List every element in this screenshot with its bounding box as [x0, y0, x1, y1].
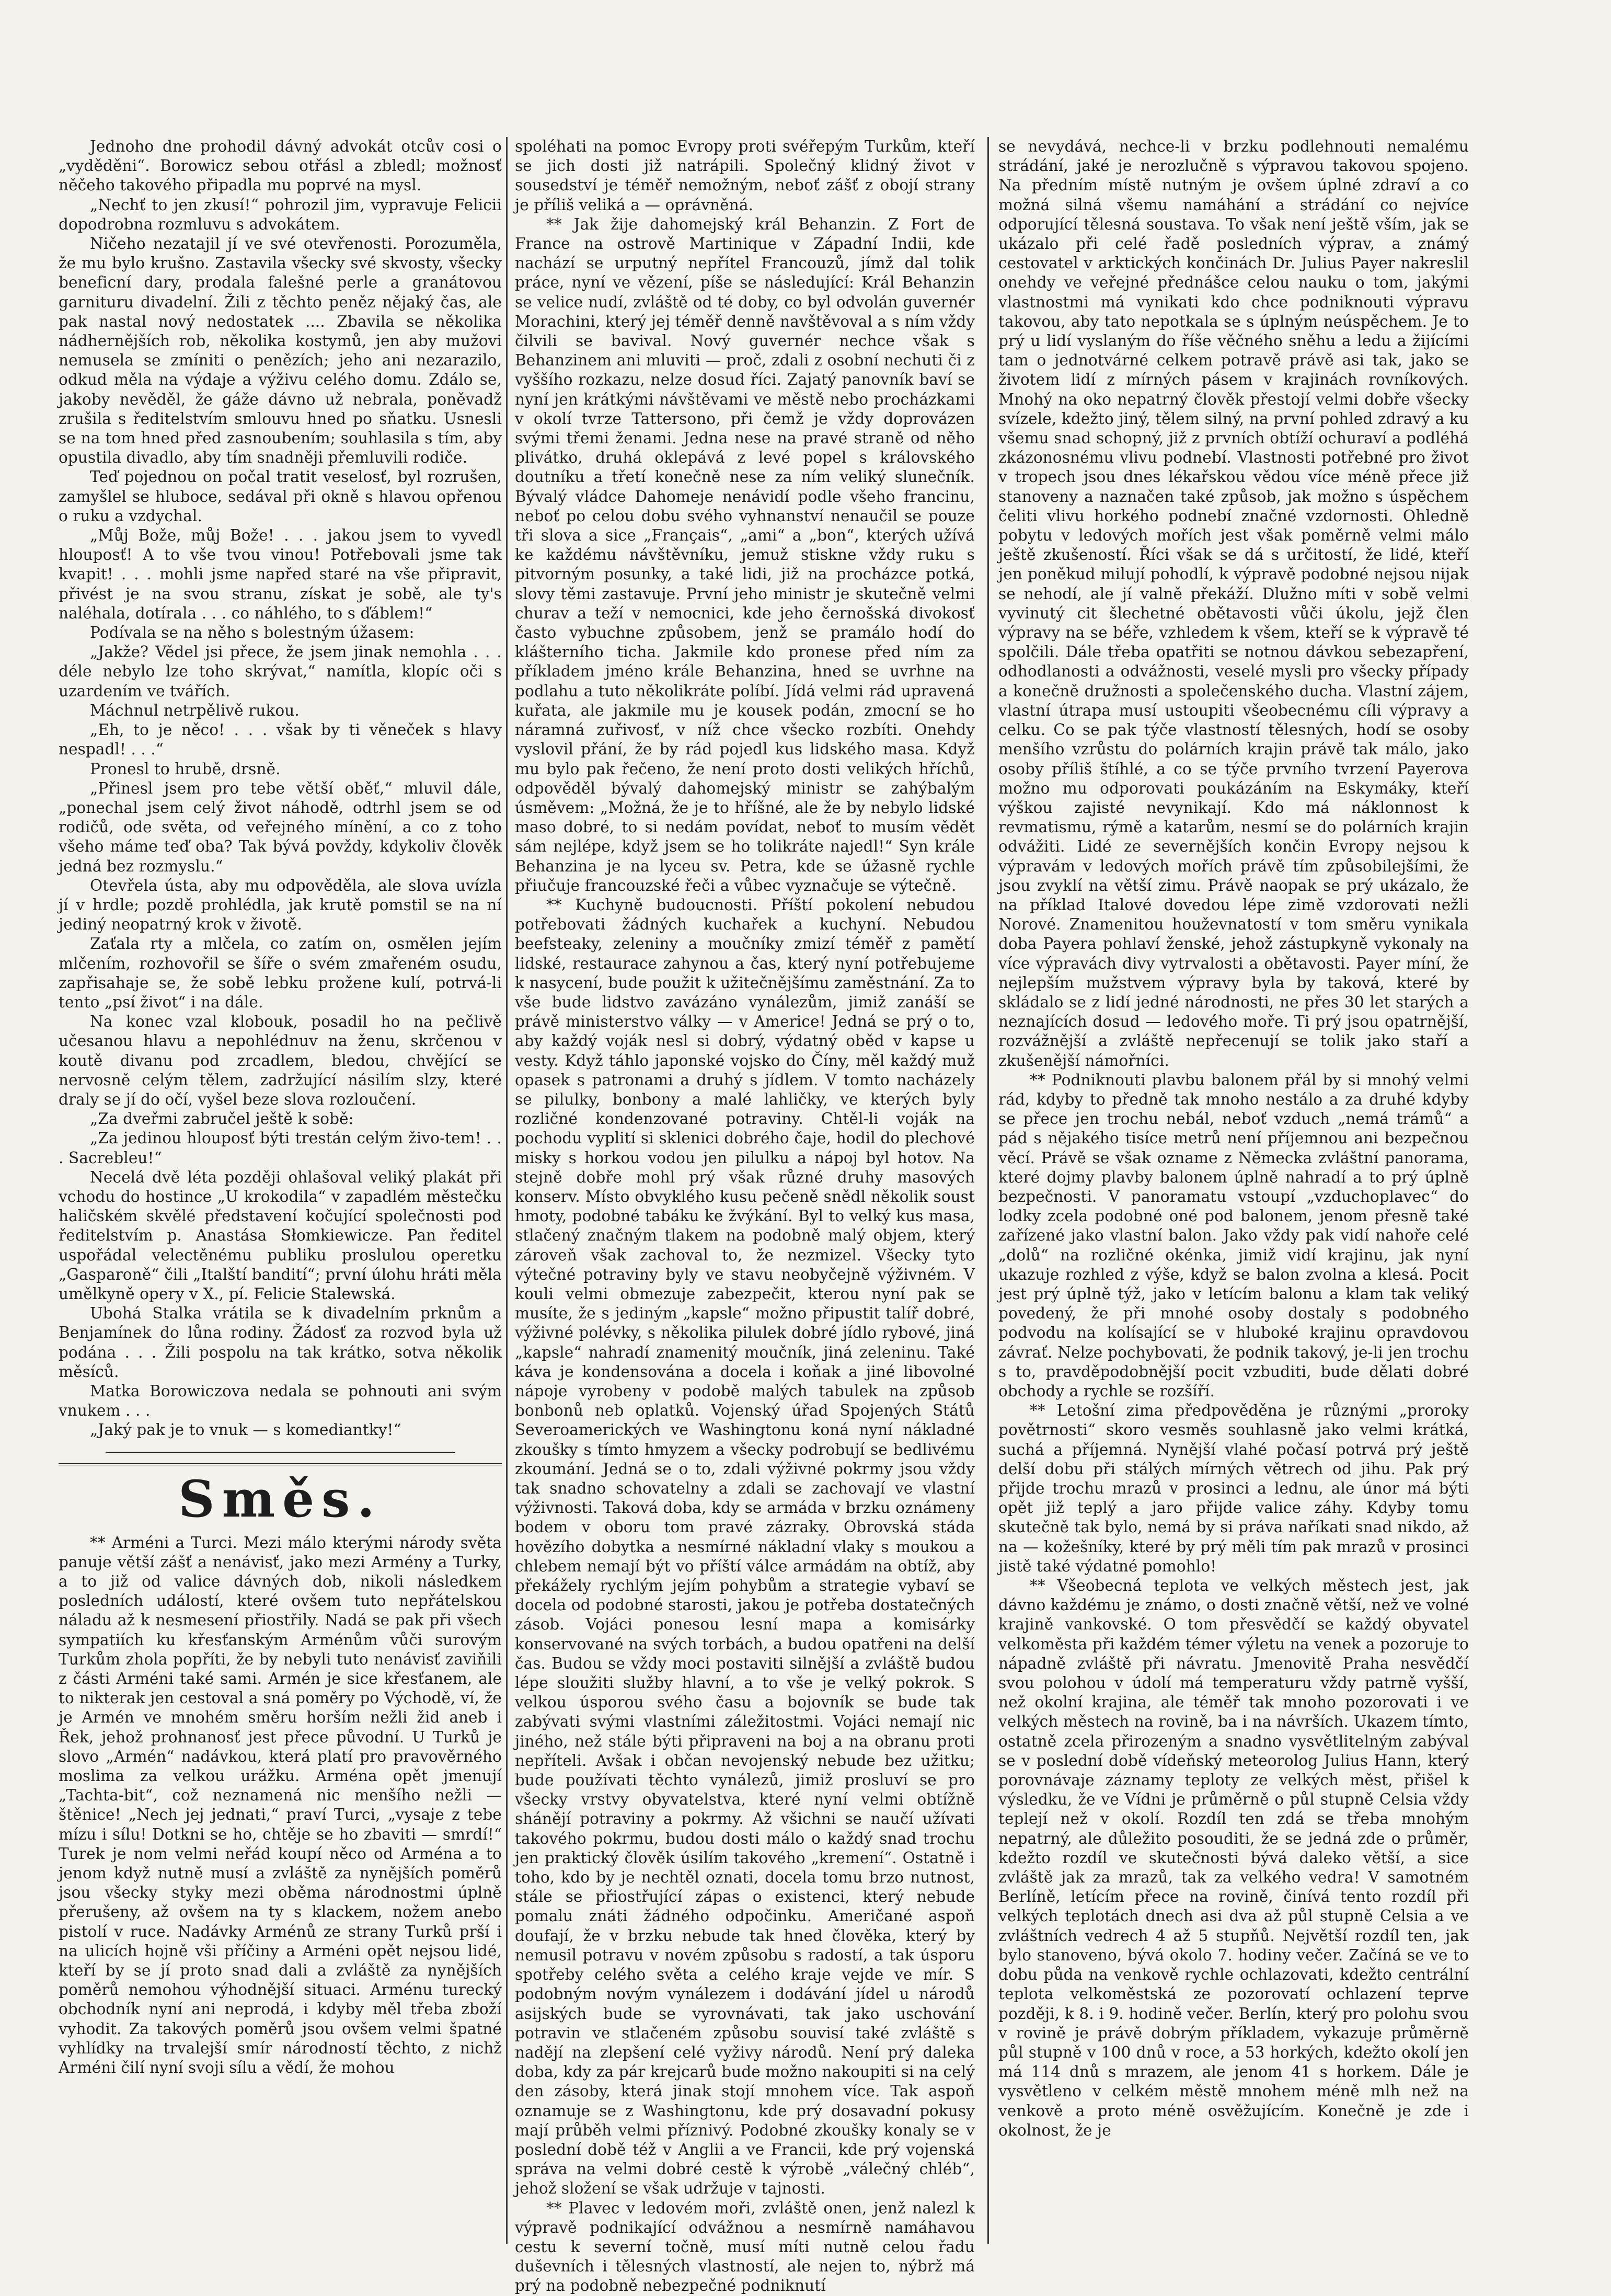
story-paragraph: Jednoho dne prohodil dávný advokát otcův cosi o „vyděděni“. Borowicz sebou otřásl a zbledl; možnosť něčeho takového připadla mu poprvé na mysl.	[59, 137, 502, 194]
news-item: ** Podniknouti plavbu balonem přál by si mnohý velmi rád, kdyby to předně tak mnoho nestálo a za druhé kdyby se přece jen trochu nebál, neboť vzduch „nemá trámů“ a pád s nějakého tisíce metrů není příjemnou ani bezpečnou věcí. Právě se však ozname z Německa zvláštní panorama, které dojmy plavby balonem úplně nahradí a to prý úplně bezpečnosti. V panoramatu vstoupí „vzduchoplavec“ do lodky zcela podobné oné pod balonem, jenom přesně také zařízené jako vlastní balon. Jako vždy pak vidí nahoře celé „dolů“ na rozličné okénka, jimiž vidí krajinu, jak nyní ukazuje rozhled z výše, když se balon zvolna a klesá. Pocit jest prý úplně týž, jako v letícím balonu a klam tak veliký povedený, že při mnohé osoby dostaly s podobného podvodu na kolísající se v hluboké krajinu opravdovou závrať. Nelze pochybovati, že podnik takový, je-li jen trochu s to, pravděpodobnější pocit vzbuditi, bude dělati dobré obchody a rychle se rozšíří.	[998, 1071, 1469, 1400]
column-rule	[506, 137, 508, 2244]
story-paragraph: „Za dveřmi zabručel ještě k sobě:	[90, 1110, 354, 1128]
story-paragraph: Matka Borowiczova nedala se pohnouti ani svým vnukem . . .	[59, 1382, 502, 1420]
story-paragraph: „Můj Bože, můj Bože! . . . jakou jsem to vyvedl hlouposť! A to vše tvou vinou! Potřebovali jsme tak kvapit! . . . mohli jsme napřed staré na vše připravit, přivést je na svou stranu, získat je sobě, ale ty's naléhala, dotírala . . . co náhlého, to s ďáblem!“	[59, 526, 502, 622]
section-heading: Směs.	[59, 1463, 502, 1528]
story-paragraph: Zaťala rty a mlčela, co zatím on, osmělen jejím mlčením, rozhovořil se šíře o svém zmařeném osudu, zapřisahaje se, že sobě lebku prožene kulí, potrvá-li tento „psí život“ i na dále.	[59, 935, 502, 1011]
news-item: ** Jak žije dahomejský král Behanzin. Z Fort de France na ostrově Martinique v Západní Indii, kde nachází se urputný nepřítel Francouzů, jímž dal tolik práce, nyní ve vězení, píše se následující: Král Behanzin se velice nudí, zvláště od té doby, co byl odvolán guvernér Morachini, který jej téměř denně navštěvoval a s ním vždy čilvili se bavival. Nový guvernér nechce však s Behanzinem ani mluviti — proč, zdali z osobní nechuti či z vyššího rozkazu, nelze dosud říci. Zajatý panovník baví se nyní jen krátkými návštěvami ve městě nebo procházkami v okolí tvrze Tattersono, při čemž je vždy doprovázen svými třemi ženami. Jedna nese na pravé straně od něho plivátko, druhá oklepává z levé popel s královského doutníku a třetí konečně nese za ním veliký slunečník. Bývalý vládce Dahomeje nenávidí podle všeho francinu, neboť po celou dobu svého vyhnanství nenaučil se pouze tři slova a sice „Français“, „ami“ a „bon“, kterých užívá ke každému návštěvníku, jemuž stiskne vždy ruku s pitvorným posunky, a také lidi, již na procházce potká, slovy těmi zastavuje. První jeho ministr je skutečně velmi churav a teží v nemocnici, kde jeho černošská divokosť často vybuchne způsobem, jenž se pramálo hodí do klášterního ticha. Jakmile kdo pronese před ním za příkladem jméno krále Behanzina, hned se uvrhne na podlahu a tuto několikráte políbí. Jídá velmi rád upravená kuřata, ale jakmile mu je kousek podán, zmocní se ho náramná zuřivosť, v níž chce všecko rozbíti. Onehdy vyslovil přání, že by rád pojedl kus lidského masa. Když mu bylo pak řečeno, že není proto dosti velikých hříchů, odpověděl bývalý dahomejský ministr se zahýbalým úsměvem: „Možná, že je to hříšné, ale že by nebylo lidské maso dobré, to si nedám povídat, neboť to musím vědět sám nejlépe, když jsem se ho tolikráte najedl!“ Syn krále Behanzina je na lyceu sv. Petra, kde se úžasně rychle přiučuje francouzské řeči a vůbec vyznačuje se výtečně.	[515, 215, 975, 894]
news-item: ** Letošní zima předpověděna je různými „proroky povětrnosti“ skoro vesměs souhlasně jako velmi krátká, suchá a příjemná. Nynější vlahé počasí potrvá prý ještě delší dobu při stálých mírných větrech od jihu. Pak prý přijde trochu mrazů v prosinci a lednu, ale únor má býti opět již teplý a jaro přijde valice záhy. Kdyby tomu skutečně tak bylo, nemá by si práva naříkati snad nikdo, až na — kožešníky, které by prý měli tím pak mrazů v prosinci jistě také výdatné pomohlo!	[998, 1402, 1469, 1575]
story-paragraph: Teď pojednou on počal tratit veselosť, byl rozrušen, zamyšlel se hluboce, sedával při okně s hlavou opřenou o ruku a vzdychal.	[59, 468, 502, 525]
column-rule	[987, 137, 989, 2244]
smes-news-items	[59, 1533, 502, 2078]
story-paragraph: „Za jedinou hlouposť býti trestán celým živo-tem! . . . Sacrebleu!“	[59, 1129, 502, 1167]
news-item: ** Plavec v ledovém moři, zvláště onen, jenž nalezl k výpravě podnikající odvážnou a nesmírně namáhavou cestu k severní točně, musí míti nutně celou řadu duševních i tělesných vlastností, ale nejen to, nýbrž má prý na podobně nebezpečné podniknutí	[515, 2199, 975, 2295]
story-paragraph: „Nechť to jen zkusí!“ pohrozil jim, vypravuje Felicii dopodrobna rozmluvu s advokátem.	[59, 196, 502, 233]
column-right	[998, 137, 1469, 2238]
story-paragraph: Na konec vzal klobouk, posadil ho na pečlivě učesanou hlavu a nepohlédnuv na ženu, skrčenou v koutě divanu pod zrcadlem, bledou, chvějící se nervosně celým tělem, zadržující násilím slzy, které draly se jí do očí, vyšel beze slova rozloučení.	[59, 1013, 502, 1108]
news-item: ** Všeobecná teplota ve velkých městech jest, jak dávno každému je známo, o dosti značně větší, než ve volné krajině vankovské. O tom přesvědčí se každý obyvatel velkoměsta při každém témer výletu na venek a pozoruje to nápadně zvláště při návratu. Jmenovitě Praha nesvědčí svou polohou v údolí má temperaturu vždy patrně vyšší, než okolní krajina, ale téměř tak mnoho pozorovati i ve velkých městech na rovině, ba i na návrších. Ukazem tímto, ostatně zcela přirozeným a snadno vysvětlitelným zabýval se v poslední době vídeňský meteorolog Julius Hann, který porovnávaje záznamy teploty ze velkých měst, přišel k výsledku, že ve Vídni je průměrně o půl stupně Celsia vždy teplejí než v okolí. Rozdíl ten zdá se třeba mnohým nepatrný, ale důležito posouditi, že se jedná zde o průměr, kdežto rozdíl ve skutečnosti bývá daleko větší, a sice zvláště jak za mrazů, tak za velkého vedra! V samotném Berlíně, letícím přece na rovině, činívá tento rozdíl při velkých teplotách dnech asi dva až půl stupně Celsia a ve zvláštních vedrech 4 až 5 stupňů. Největší rozdíl ten, jak bylo stanoveno, bývá okolo 7. hodiny večer. Začíná se ve to dobu půda na venkově rychle ochlazovati, kdežto centrální teplota velkoměstská ze pozorovatí ochlazení teprve později, k 8. i 9. hodině večer. Berlín, který pro polohu svou v rovině je právě dobrým příkladem, vykazuje průměrně půl stupně v 100 dnů v roce, a 53 horkých, kdežto okolí jen má 114 dnů s mrazem, ale jenom 41 s horkem. Dále je vysvětleno v celkém městě mnohem méně mlh než na venkově a proto méně osvěžujícím. Konečně je zde i okolnost, že je	[998, 1577, 1469, 2139]
story-paragraph: Pronesl to hrubě, drsně.	[90, 760, 281, 778]
column-left	[59, 137, 502, 2238]
story-paragraph: „Přinesl jsem pro tebe větší oběť,“ mluvil dále, „ponechal jsem celý život náhodě, odtrhl jsem se od rodičů, ode světa, od veřejného mínění, a co z toho všeho máme teď oba? Tak bývá povždy, kdykoliv člověk jedná bez rozmyslu.“	[59, 779, 502, 875]
story-paragraph: Ničeho nezatajil jí ve své otevřenosti. Porozuměla, že mu bylo krušno. Zastavila všecky své skvosty, všecky beneficní dary, prodala falešné perle a granátovou garnituru divadelní. Žili z těchto peněz nějaký čas, ale pak nastal nový nedostatek .... Zbavila se několika nádhernějších rob, několika kostymů, jen aby mužovi nemusela se zmíniti o penězích; jeho ani nezarazilo, odkud měla na výdaje a výživu celého domu. Zdálo se, jakoby nevěděl, že gáže dávno už nebrala, poněvadž zrušila s ředitelstvím smlouvu hned po sňatku. Usnesli se na tom hned před zasnoubením; souhlasila s tím, aby opustila divadlo, aby tím snadněji přemluvili rodiče.	[59, 235, 502, 467]
news-item: se nevydává, nechce-li v brzku podlehnouti nemalému strádání, jaké je nerozlučně s výpravou takovou spojeno. Na předním místě nutným je ovšem úplné zdraví a co možná silná všemu namáhání a strádání co nejvíce odporující tělesná soustava. To však není ještě vším, jak se ukázalo při celé řadě posledních výprav, a známý cestovatel v arktických končinách Dr. Julius Payer nakreslil onehdy ve veřejné přednášce celou nauku o tom, jakými vlastnostmi má vynikati kdo chce podniknouti výpravu takovou, aby tato nepotkala se s úplným neúspěchem. Je to prý u lidí vyslaným do říše věčného sněhu a ledu a žijícími tam o jednotvárné celkem potravě právě asi tak, jako se životem lidí z mírných pásem v krajinách rovníkových. Mnohý na oko nepatrný člověk přestojí velmi dobře všecky svízele, kdežto jiný, tělem silný, na první pohled zdravý a ku všemu snad schopný, již z prvních obtíží ochuraví a podléhá zkázonosnému vlivu podnebí. Vlastnosti potřebné pro život v tropech jsou dnes lékařskou vědou více méně přece již stanoveny a naznačen také způsob, jak možno s úspěchem čeliti vlivu horkého podnebí značné vzdornosti. Ohledně pobytu v ledových mořích jest však poměrně velmi málo ještě zkušeností. Říci však se dá s určitostí, že lidé, kteří jen poněkud milují pohodlí, k výpravě podobné nejsou nijak se nehodí, ale jí valně překáží. Dlužno míti v sobě velmi vyvinutý cit šlechetné obětavosti vůči úkolu, jejž člen výpravy na se béře, vzhledem k všem, kteří se k výpravě té spolčili. Dále třeba opatřiti se notnou dávkou sebezapření, odhodlanosti a odvážnosti, veselé mysli pro všecky případy a konečně družnosti a společenského ducha. Vlastní zájem, vlastní útrapa musí ustoupiti všeobecnému cíli výpravy a celku. Co se pak týče vlastností tělesných, hodí se osoby menšího vzrůstu do polárních krajin právě tak málo, jako osoby příliš štíhlé, a co se týče prvního tvrzení Payerova možno mu odporovati poukázáním na Eskymáky, kteří výškou zajisté nevynikají. Kdo má náklonnost k revmatismu, rýmě a katarům, nesmí se do polárních krajin odvážiti. Lidé ze severnějších končin Evropy nejsou k výpravám v ledových mořích právě tím způsobilejšími, že jsou zvyklí na větší zimu. Právě naopak se prý ukázalo, že na příklad Italové dovedou lépe zimě vzdorovati nežli Norové. Znamenitou houževnatostí v tom směru vynikala doba Payera pohlaví ženské, jehož zástupkyně vykonaly na více výpravách divy vytrvalosti a obětavosti. Payer míní, že nejlepším mužstvem výpravy byla by taková, které by skládalo se z lidí jedné národnosti, ne přes 30 let starých a neznajících dosud — ledového moře. Ti prý jsou opatrnější, rozvážnější a zvláště nepřecenují se tolik jako staří a zkušenější námořníci.	[998, 137, 1469, 1070]
story-paragraph: Máchnul netrpělivě rukou.	[90, 701, 300, 719]
news-item: spoléhati na pomoc Evropy proti svéřepým Turkům, kteří se jich dosti již natrápili. Společný klidný život v sousedství je téměř nemožným, neboť zášť z obojí strany je příliš veliká a — oprávněná.	[515, 137, 975, 214]
story-paragraph: „Jaký pak je to vnuk — s komediantky!“	[90, 1421, 401, 1439]
column-middle	[515, 137, 975, 2295]
story-paragraph: Podívala se na něho s bolestným úžasem:	[90, 624, 415, 642]
story-continuation	[59, 137, 502, 1440]
news-item: ** Kuchyně budoucnosti. Příští pokolení nebudou potřebovati žádných kuchařek a kuchyní. Nebudou beefsteaky, zeleniny a moučníky zmizí téměř z pamětí lidské, restaurace zahynou a čas, který nyní potřebujeme k nasycení, bude použit k užitečnějšímu zaměstnání. Za to vše bude lidstvo zavázáno vynálezům, jimiž zanáší se právě ministerstvo války — v Americe! Jedná se prý o to, aby každý voják nesl si dobrý, výdatný oběd v kapse u vesty. Když táhlo japonské vojsko do Číny, měl každý muž opasek s patronami a druhý s jídlem. V tomto nacházely se pilulky, bonbony a malé lahličky, ve kterých byly rozličné kondenzované potraviny. Chtěl-li voják na pochodu vyplití si sklenici dobrého čaje, hodil do plechové misky s horkou vodou jen pilulku a nápoj byl hotov. Na stejně dobře mohl prý však různé druhy masových konserv. Místo obvyklého kusu pečeně snědl několik soust hmoty, podobné tabáku ke žvýkání. Byl to velký kus masa, stlačený značným tlakem na podobně malý objem, který zároveň však zachoval to, že nezmizel. Všecky tyto výtečné potraviny byly ve stavu neobyčejně výživném. V kouli velmi obmezuje zabezpečit, kterou nyní pak se musíte, že s jediným „kapsle“ možno připustit talíř dobré, výživné polévky, s několika pilulek dobré jídlo rybové, jiná „kapsle“ nahradí znamenitý moučník, jiná zeleninu. Také káva je kondensována a docela i koňak a jiné libovolné nápoje vyrobeny v podobě malých tabulek na způsob bonbonů neb oplatků. Vojenský úřad Spojených Států Severoamerických ve Washingtonu koná nyní nákladné zkoušky s tímto hmyzem a všecky podrobují se bedlivému zkoumání. Jedná se o to, zdali výživné pokrmy jsou vždy tak snadno schovatelny a zdali se zachovají ve vlastní výživnosti. Taková doba, kdy se armáda v brzku oznámeny bodem v oboru tom pravé zázraky. Obrovská stáda hovězího dobytka a nesmírné nákladní vlaky s moukou a chlebem nemají být vo příští válce armádám na obtíž, aby překážely rychlým jejím pohybům a strategie vybaví se docela od podobné starosti, jakou je potřeba dostatečných zásob. Vojáci ponesou lesní mapa a komisárky konservované na svých torbách, a budou opatřeni na delší čas. Budou se vždy moci postaviti silnější a zvláště budou lépe sloužiti služby hlavní, a to vše je velký pokrok. S velkou úsporou svého času a bojovník se bude tak zabývati svými vlastními záležitostmi. Vojáci nemají nic jiného, než stále býti připraveni na boj a na obranu proti nepříteli. Avšak i občan nevojenský nebude bez užitku; bude používati těchto vynálezů, jimiž prosluví se pro všecky vrstvy obyvatelstva, které nyní velmi obtížně shánějí potraviny a pokrmy. Až všichni se naučí užívati takového pokrmu, budou dosti málo o každý snad trochu jen praktický člověk úsilím takového „kremení“. Ostatně i toho, kdo by je nechtěl oznati, docela tomu brzo nutnost, stále se přiostřující zápas o existenci, který nebude pomalu znáti žádného odpočinku. Američané aspoň doufají, že v brzku nebude tak hned člověka, který by nemusil potravu v novém způsobu s radostí, a tak úsporu spotřeby celého světa a celého kraje vejde ve mír. S podobným novým vynálezem i dodávání jídel u národů asijských bude se vyrovnávati, tak jako uschování potravin ve stlačeném způsobu souvisí také zvláště s nadějí na zlepšení celé vyživy národů. Není prý daleka doba, kdy za pár krejcarů bude možno nakoupiti si na celý den zásoby, která jinak stojí mnohem více. Tak aspoň oznamuje se z Washingtonu, kde prý dosavadní pokusy mají průběh velmi příznivý. Podobné zkoušky konaly se v poslední době též v Anglii a ve Francii, kde prý vojenská správa na velmi dobré cestě k výrobě „válečný chléb“, jehož složení se však udržuje v tajnosti.	[515, 896, 975, 2198]
story-paragraph: „Jakže? Vědel jsi přece, že jsem jinak nemohla . . . déle nebylo lze toho skrývat,“ namítla, klopíc oči s uzardením ve tvářích.	[59, 643, 502, 700]
story-paragraph: „Eh, to je něco! . . . však by ti věneček s hlavy nespadl! . . .“	[59, 721, 502, 759]
story-paragraph: Otevřela ústa, aby mu odpověděla, ale slova uvízla jí v hrdle; pozdě prohlédla, jak krutě pomstil se na ní jediný neopatrný krok v životě.	[59, 876, 502, 934]
story-paragraph: Necelá dvě léta později ohlašoval veliký plakát při vchodu do hostince „U krokodila“ v zapadlém městečku haličském skvělé představení kočující společnosti pod ředitelstvím p. Anastása Słomkiewicze. Pan ředitel uspořádal velectěnému publiku proslulou operetku „Gasparoně“ čili „Italští bandití“; první úlohu hráti měla umělkyně opery v X., pí. Felicie Stalewská.	[59, 1168, 502, 1303]
story-paragraph: Ubohá Stalka vrátila se k divadelním prknům a Benjamínek do lůna rodiny. Žádosť za rozvod byla už podána . . . Žili pospolu na tak krátko, sotva několik měsíců.	[59, 1304, 502, 1381]
section-divider	[106, 1452, 455, 1453]
news-item: ** Arméni a Turci. Mezi málo kterými národy světa panuje větší zášť a nenávisť, jako mezi Armény a Turky, a to již od valice dávných dob, nikoli následkem posledních událostí, které ovšem tuto nepřátelskou náladu až k nesmesení přiostřily. Nadá se pak při všech sympatiích ku křesťanským Arménům vůči surovým Turkům zhola popříti, že by nebyli tuto nenávisť zaviňili z části Arméni také sami. Armén je sice křesťanem, ale to nikterak jen cestoval a sná poměry po Východě, ví, že je Armén ve mnohém směru horším nežli žid aneb i Řek, jehož prohnanosť jest přece původní. U Turků je slovo „Armén“ nadávkou, která platí pro pravověrného moslima za velkou urážku. Arména opět jmenují „Tachta-bit“, což neznamená nic menšího nežli — štěnice! „Nech jej jednati,“ praví Turci, „vysaje z tebe mízu i sílu! Dotkni se ho, chtěje se ho zbaviti — smrdí!“ Turek je nom velmi neřád koupí něco od Arména a to jenom když nutně musí a zvláště za nynějších poměrů jsou všecky styky mezi oběma národnostmi úplně přerušeny, až ovšem na ty s klackem, nožem anebo pistolí v ruce. Nadávky Arménů ze strany Turků prší i na ulicích hojně vši příčiny a Arméni opět nejsou lidé, kteří by se jí proto snad dali a zvláště za nynějších poměrů nemohou výhodnější situaci. Arménu turecký obchodník nyní ani neprodá, i kdyby měl třeba zboží vyhodit. Za takových poměrů jsou ovšem velmi špatné vyhlídky na trvalejší smír národností těchto, z nichž Arméni čilí nyní svoji sílu a vědí, že mohou	[59, 1533, 502, 2077]
